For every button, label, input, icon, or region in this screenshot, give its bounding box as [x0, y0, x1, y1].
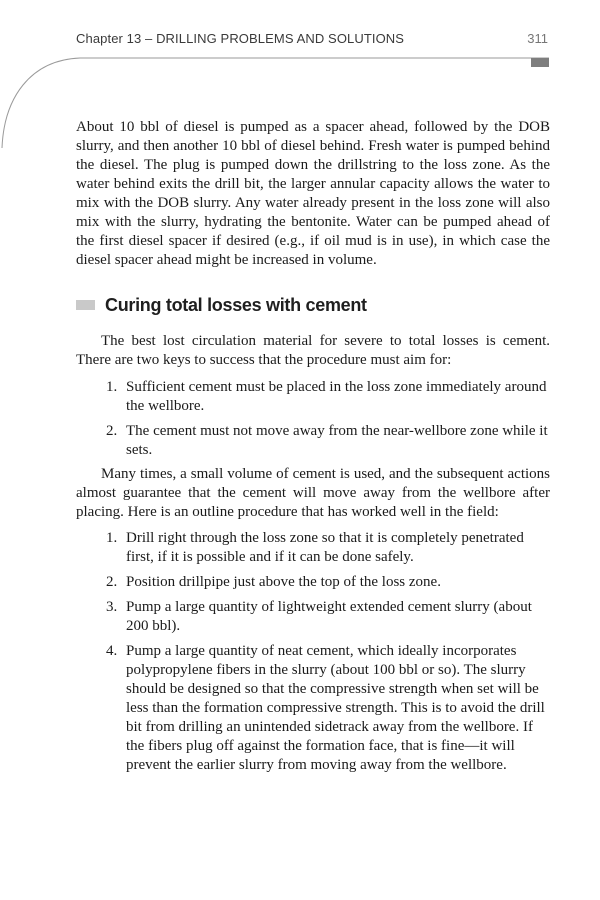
- list-item-number: 3.: [106, 599, 118, 615]
- body-paragraph: Many times, a small volume of cement is used, and the subsequent actions almost guarantee that the cement will move away from the wellbore after placing. Here is an outline procedure that has worked well in the field:: [76, 466, 550, 520]
- list-item-number: 2.: [106, 423, 118, 439]
- chapter-title: Chapter 13 – DRILLING PROBLEMS AND SOLUTIONS: [76, 31, 405, 46]
- list-item: [76, 573, 550, 592]
- list-item-text: Drill right through the loss zone so that it is completely penetrated first, if it is possible and if it can be done safely.: [126, 530, 524, 565]
- section-body: [76, 332, 550, 775]
- list-item-text: Pump a large quantity of neat cement, which ideally incorporates polypropylene fibers in the slurry (about 100 bbl or so). The slurry should be designed so that the compressive strength when set will be less than the formation compressive strength. This is to avoid the drill bit from drilling an unintended sidetrack away from the wellbore. If the fibers plug off against the formation face, that is fine—it will prevent the earlier slurry from moving away from the wellbore.: [126, 643, 545, 773]
- list-item: [76, 598, 550, 636]
- running-header: [76, 31, 548, 49]
- heading-marker-square: [76, 300, 95, 310]
- list-item-number: 2.: [106, 574, 118, 590]
- list-item-text: The cement must not move away from the near-wellbore zone while it sets.: [126, 423, 548, 458]
- list-item: [76, 422, 550, 460]
- procedure-list: [76, 529, 550, 775]
- body-paragraph: The best lost circulation material for severe to total losses is cement. There are two keys to success that the procedure must aim for:: [76, 333, 550, 368]
- list-item-number: 1.: [106, 530, 118, 546]
- list-item: [76, 642, 550, 775]
- body-paragraph-1-container: [76, 118, 550, 270]
- list-item-number: 4.: [106, 643, 118, 659]
- body-paragraph: About 10 bbl of diesel is pumped as a spacer ahead, followed by the DOB slurry, and then another 10 bbl of diesel behind. Fresh water is pumped behind the diesel. The plug is pumped down the drillstring to the loss zone. As the water behind exits the drill bit, the larger annular capacity allows the water to mix with the DOB slurry. Any water already present in the loss zone will also mix with the slurry, hydrating the bentonite. Water can be pumped ahead of the first diesel spacer if desired (e.g., if oil mud is in use), in which case the diesel spacer ahead might be increased in volume.: [76, 119, 550, 268]
- list-item: [76, 378, 550, 416]
- list-item-text: Sufficient cement must be placed in the loss zone immediately around the wellbore.: [126, 379, 547, 414]
- list-item: [76, 529, 550, 567]
- list-item-number: 1.: [106, 379, 118, 395]
- keys-list: [76, 378, 550, 460]
- header-decoration-block: [531, 58, 549, 67]
- list-item-text: Pump a large quantity of lightweight extended cement slurry (about 200 bbl).: [126, 599, 532, 634]
- section-heading-text: Curing total losses with cement: [105, 295, 367, 315]
- page-number: 311: [527, 31, 548, 46]
- list-item-text: Position drillpipe just above the top of the loss zone.: [126, 574, 441, 590]
- section-heading: [76, 295, 367, 319]
